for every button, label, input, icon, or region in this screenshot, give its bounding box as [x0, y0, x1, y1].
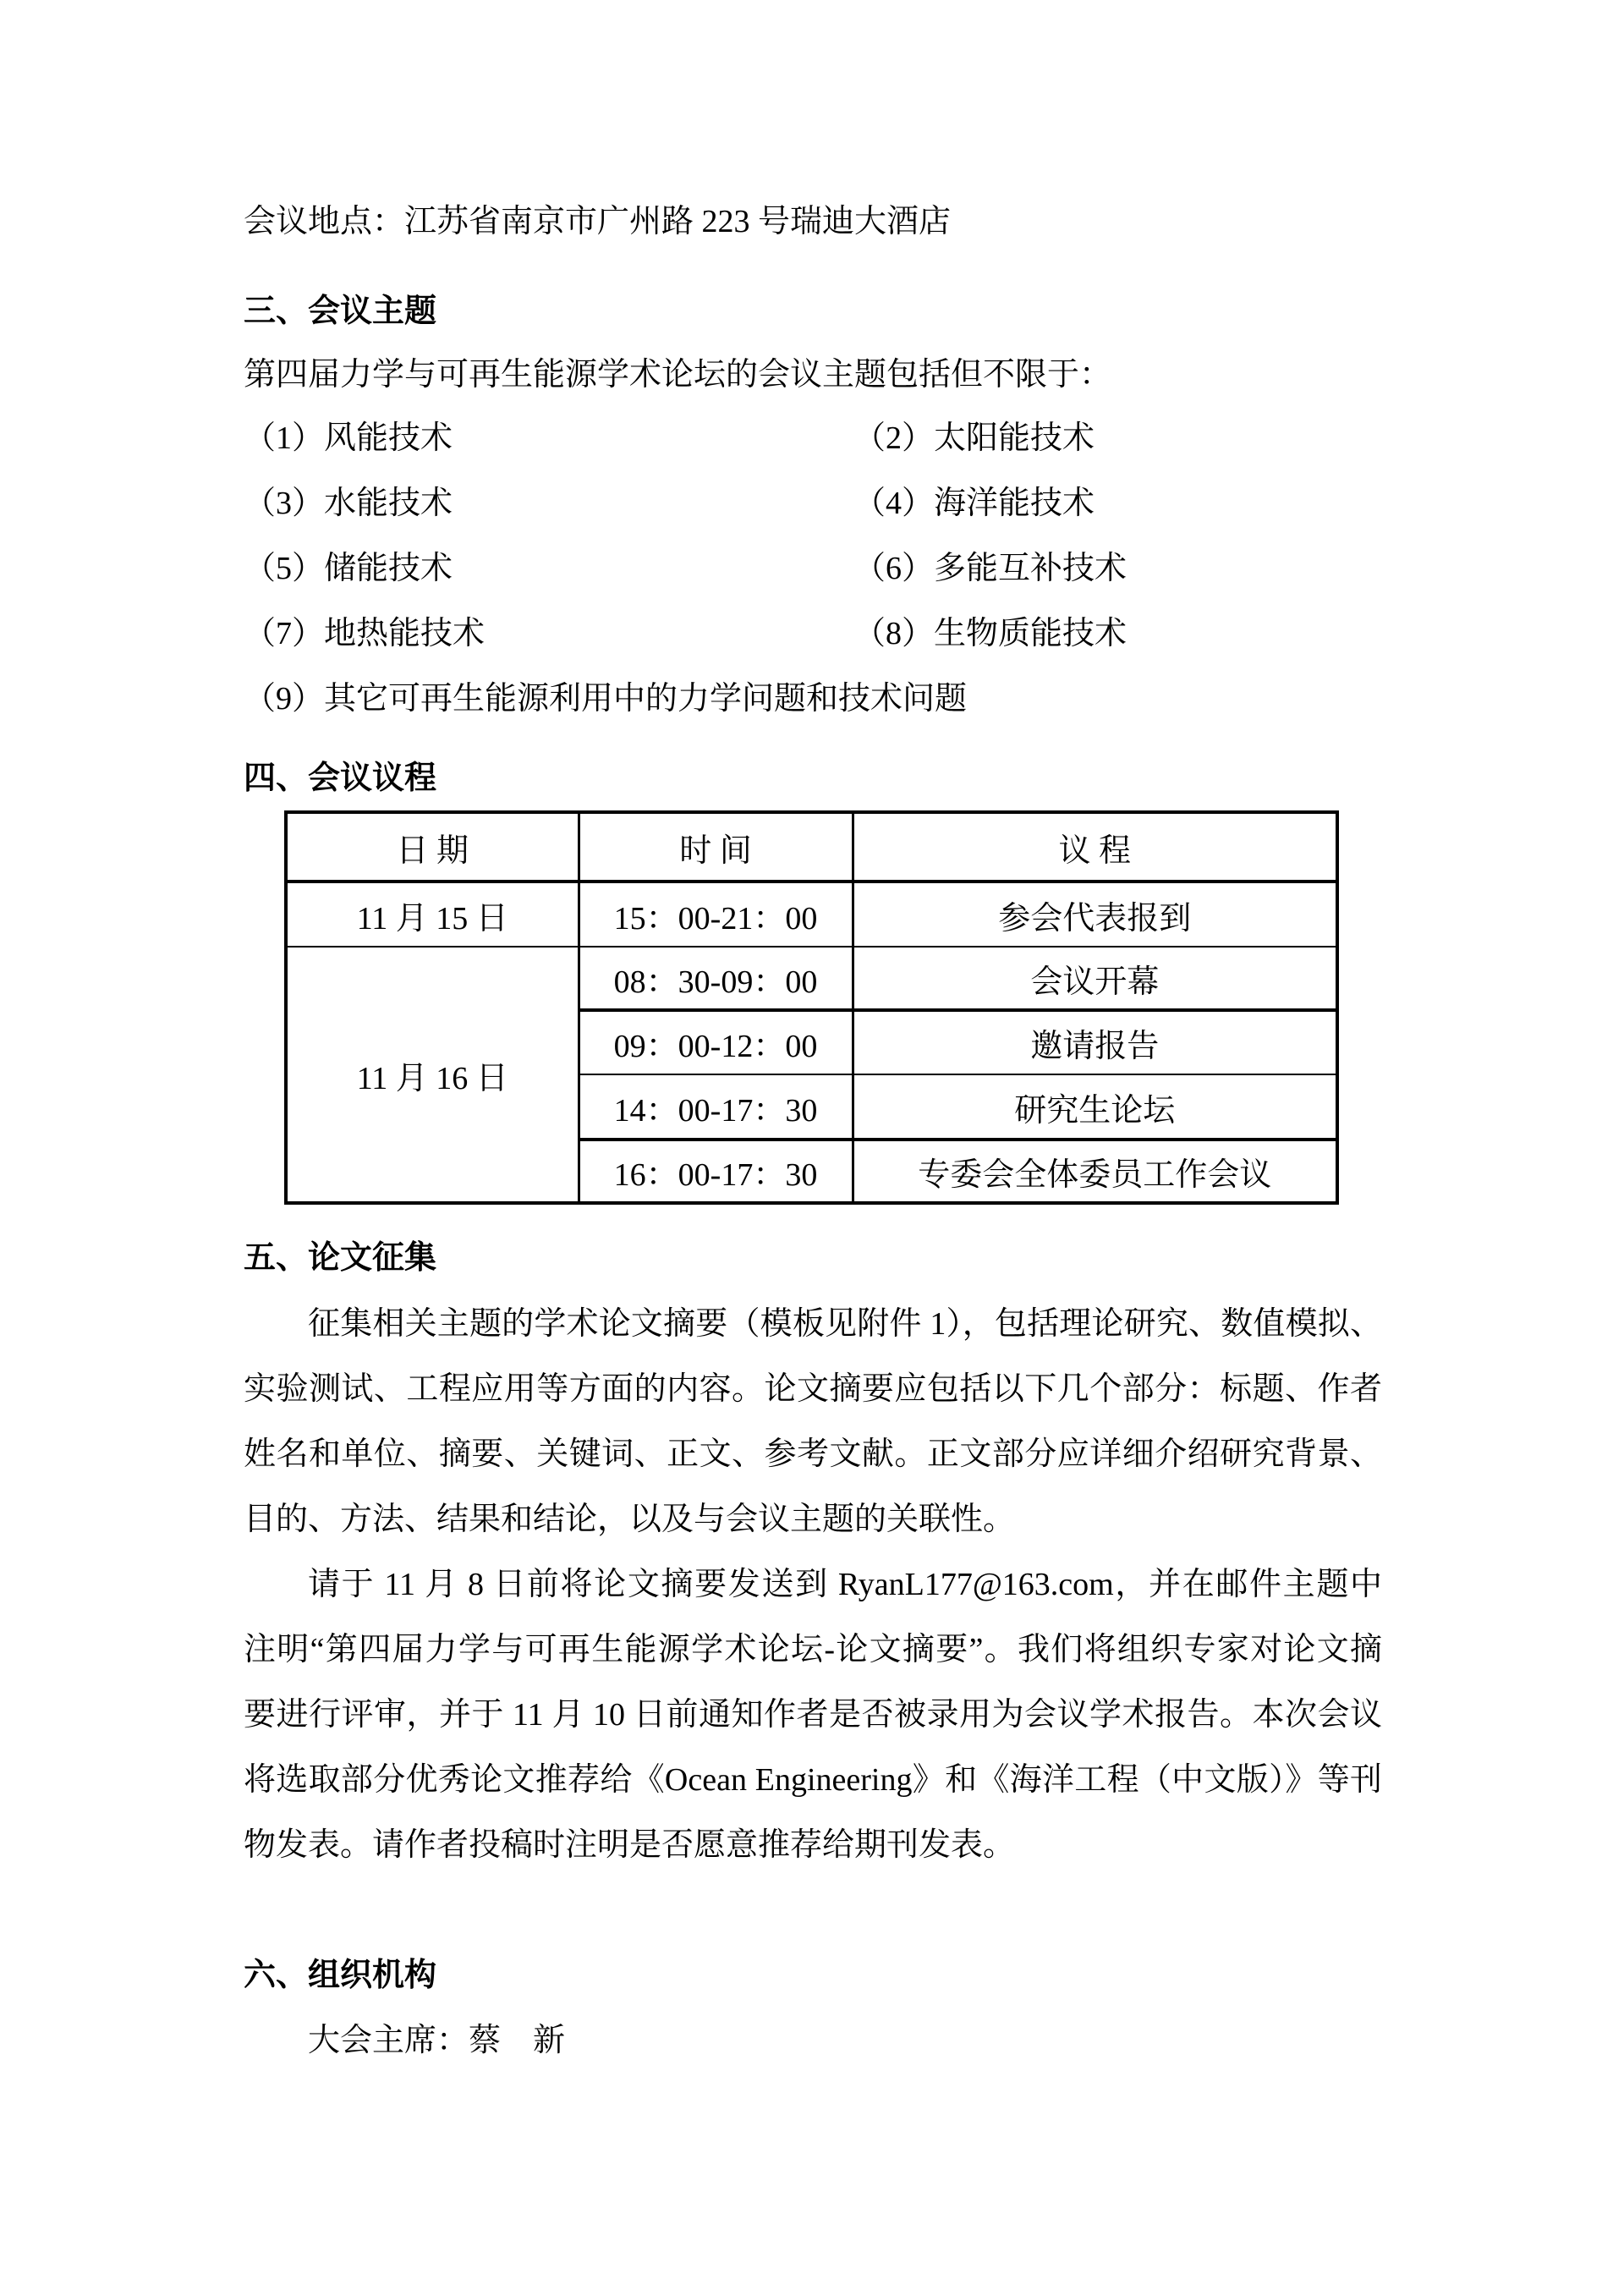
chair-line: 大会主席：蔡 新: [308, 2023, 566, 2058]
time-cell: 08：30-09：00: [579, 947, 853, 1010]
topic-row: [244, 480, 1382, 527]
paragraph-line: 请于 11 月 8 日前将论文摘要发送到 RyanL177@163.com，并在邮件主题中: [308, 1567, 1382, 1602]
topic-item-1: （1）风能技术: [244, 420, 453, 456]
paragraph-line: 要进行评审，并于 11 月 10 日前通知作者是否被录用为会议学术报告。本次会议: [244, 1697, 1382, 1733]
header-time: 时 间: [579, 812, 853, 882]
agenda-cell: 研究生论坛: [853, 1074, 1337, 1140]
time-cell: 15：00-21：00: [579, 882, 853, 947]
topic-item-2: （2）太阳能技术: [853, 420, 1095, 456]
topic-item-8: （8）生物质能技术: [853, 616, 1127, 651]
date-cell: 11 月 16 日: [286, 947, 579, 1203]
agenda-cell: 会议开幕: [853, 947, 1337, 1010]
table-header-row: [286, 812, 1337, 882]
time-cell: 14：00-17：30: [579, 1074, 853, 1140]
paragraph-line: 将选取部分优秀论文推荐给《Ocean Engineering》和《海洋工程（中文版）》等刊: [244, 1762, 1382, 1798]
section-heading-themes: 三、会议主题: [244, 294, 437, 329]
section-heading-org: 六、组织机构: [244, 1958, 437, 1993]
date-cell: 11 月 15 日: [286, 882, 579, 947]
time-cell: 09：00-12：00: [579, 1010, 853, 1074]
header-date: 日 期: [286, 812, 579, 882]
table-row: [286, 947, 1337, 1010]
paragraph-line: 实验测试、工程应用等方面的内容。论文摘要应包括以下几个部分：标题、作者: [244, 1371, 1382, 1407]
paragraph-line: 物发表。请作者投稿时注明是否愿意推荐给期刊发表。: [244, 1827, 1016, 1863]
agenda-cell: 专委会全体委员工作会议: [853, 1140, 1337, 1203]
topic-item-7: （7）地热能技术: [244, 616, 486, 651]
section-heading-agenda: 四、会议议程: [244, 761, 437, 796]
agenda-cell: 参会代表报到: [853, 882, 1337, 947]
agenda-table: [284, 810, 1339, 1205]
topic-item-9: （9）其它可再生能源利用中的力学问题和技术问题: [244, 681, 968, 717]
topic-item-6: （6）多能互补技术: [853, 551, 1127, 586]
table-row: [286, 882, 1337, 947]
topic-item-4: （4）海洋能技术: [853, 486, 1095, 521]
venue-line: 会议地点：江苏省南京市广州路 223 号瑞迪大酒店: [244, 204, 952, 239]
paragraph-line: 目的、方法、结果和结论，以及与会议主题的关联性。: [244, 1502, 1016, 1537]
agenda-cell: 邀请报告: [853, 1010, 1337, 1074]
paragraph-line: 征集相关主题的学术论文摘要（模板见附件 1），包括理论研究、数值模拟、: [308, 1306, 1382, 1342]
topic-row: [244, 415, 1382, 462]
paragraph-line: 注明“第四届力学与可再生能源学术论坛-论文摘要”。我们将组织专家对论文摘: [244, 1632, 1382, 1667]
topic-item-5: （5）储能技术: [244, 551, 453, 586]
topic-row: [244, 545, 1382, 592]
time-cell: 16：00-17：30: [579, 1140, 853, 1203]
header-agenda: 议 程: [853, 812, 1337, 882]
themes-intro: 第四届力学与可再生能源学术论坛的会议主题包括但不限于：: [244, 357, 1112, 393]
topic-row: [244, 610, 1382, 657]
paragraph-line: 姓名和单位、摘要、关键词、正文、参考文献。正文部分应详细介绍研究背景、: [244, 1436, 1382, 1472]
section-heading-papers: 五、论文征集: [244, 1240, 437, 1276]
topic-item-3: （3）水能技术: [244, 486, 453, 521]
